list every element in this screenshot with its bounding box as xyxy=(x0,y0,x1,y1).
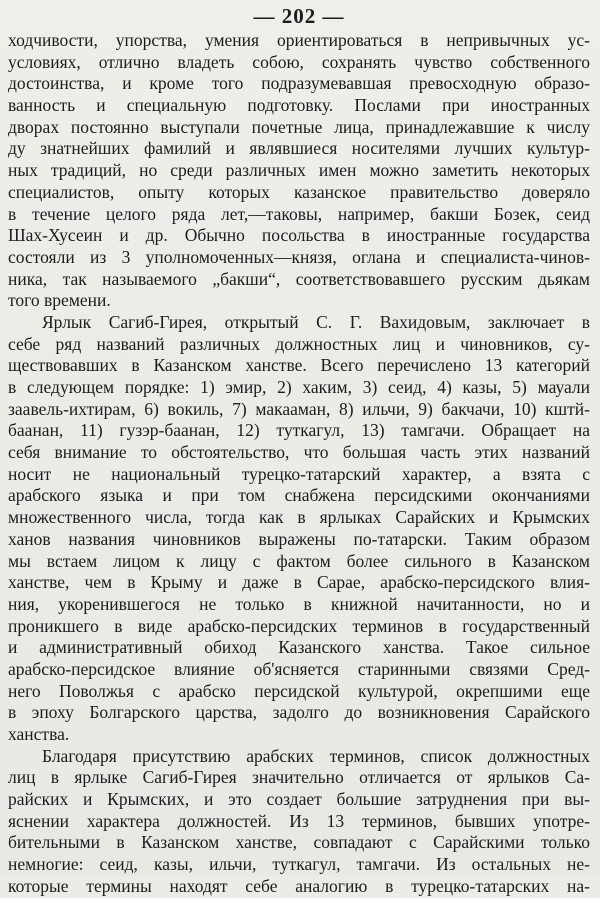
page-number: — 202 — xyxy=(253,4,345,28)
text-line: ных традиций, но среди различных имен можно заметить некоторых xyxy=(8,160,590,181)
text-line: того времени. xyxy=(8,290,111,311)
text-line: проникшего в виде арабско-персидских терминов в государственный xyxy=(8,615,590,636)
text-line: носит не национальный турецко-татарский характер, а взята с xyxy=(8,463,590,484)
text-line: и административный обиход Казанского ханства. Такое сильное xyxy=(8,637,590,658)
text-line: ду знатнейших фамилий и являвшиеся носителями лучших культур- xyxy=(8,138,590,159)
text-line: ханов названия чиновников выражены по-татарски. Таким образом xyxy=(8,528,590,549)
text-body xyxy=(8,30,590,898)
text-line: ния, укоренившегося не только в книжной начитанности, но и xyxy=(8,593,590,614)
text-line: бительными в Казанском ханстве, совпадают с Сарайскими только xyxy=(8,832,590,853)
text-line: множественного числа, тогда как в ярлыках Сарайских и Крымских xyxy=(8,507,590,528)
text-line: него Поволжья с арабско персидской культурой, окрепшими еще xyxy=(8,680,590,701)
text-line: ханства. xyxy=(8,724,70,744)
text-line: Ярлык Сагиб-Гирея, открытый С. Г. Вахидовым, заключает в xyxy=(42,311,590,332)
text-line: ществовавших в Казанском ханстве. Всего перечислено 13 категорий xyxy=(8,355,590,376)
text-line: яснении характера должностей. Из 13 терминов, бывших употре- xyxy=(8,810,590,831)
text-line: Благодаря присутствию арабских терминов, список должностных xyxy=(42,745,590,766)
text-line: ника, так называемого „бакши“, соответствовавшего русским дьякам xyxy=(8,268,590,289)
text-line: в течение целого ряда лет,—таковы, например, бакши Бозек, сеид xyxy=(8,203,590,224)
text-line: достоинства, и кроме того подразумевавшая превосходную образо- xyxy=(8,73,590,94)
text-line: себе ряд названий различных должностных лиц и чиновников, су- xyxy=(8,333,590,354)
text-line: ходчивости, упорства, умения ориентироваться в непривычных ус- xyxy=(8,30,590,50)
text-line: условиях, отлично владеть собою, сохранять чувство собственного xyxy=(8,51,590,72)
text-line: ханстве, чем в Крыму и даже в Сарае, арабско-персидского влия- xyxy=(8,572,590,593)
text-line: состояли из 3 уполномоченных—князя, оглана и специалиста-чинов- xyxy=(8,246,590,267)
text-line: Шах-Хусеин и др. Обычно посольства в иностранные государства xyxy=(8,225,590,246)
text-line: райских и Крымских, и это создает большие затруднения при вы- xyxy=(8,789,590,810)
text-line: заавель-ихтирам, 6) вокиль, 7) макааман, 8) ильчи, 9) бакчачи, 10) кштй- xyxy=(8,398,590,419)
text-line: баанан, 11) гузэр-баанан, 12) туткагул, 13) тамгачи. Обращает на xyxy=(8,420,590,441)
text-line: арабского языка и при том снабжена персидскими окончаниями xyxy=(8,485,590,506)
text-line: специалистов, опыту которых казанское правительство доверяло xyxy=(8,181,590,202)
text-line: мы встаем лицом к лицу с фактом более сильного в Казанском xyxy=(8,550,590,571)
text-line: арабско-персидское влияние об'ясняется старинными связями Сред- xyxy=(8,658,590,679)
text-line: дворах постоянно выступали почетные лица, принадлежавшие к числу xyxy=(8,116,590,137)
text-line: лиц в ярлыке Сагиб-Гирея значительно отличается от ярлыков Са- xyxy=(8,767,590,788)
text-line: себя внимание то обстоятельство, что большая часть этих названий xyxy=(8,442,590,463)
text-line: немногие: сеид, казы, ильчи, туткагул, тамгачи. Из остальных не- xyxy=(8,854,590,875)
text-line: в эпоху Болгарского царства, задолго до возникновения Сарайского xyxy=(8,702,590,723)
text-line: которые термины находят себе аналогию в турецко-татарских на- xyxy=(8,875,590,896)
text-line: ванность и специальную подготовку. Послами при иностранных xyxy=(8,95,590,116)
text-line: в следующем порядке: 1) эмир, 2) хаким, 3) сеид, 4) казы, 5) мауали xyxy=(8,377,590,397)
